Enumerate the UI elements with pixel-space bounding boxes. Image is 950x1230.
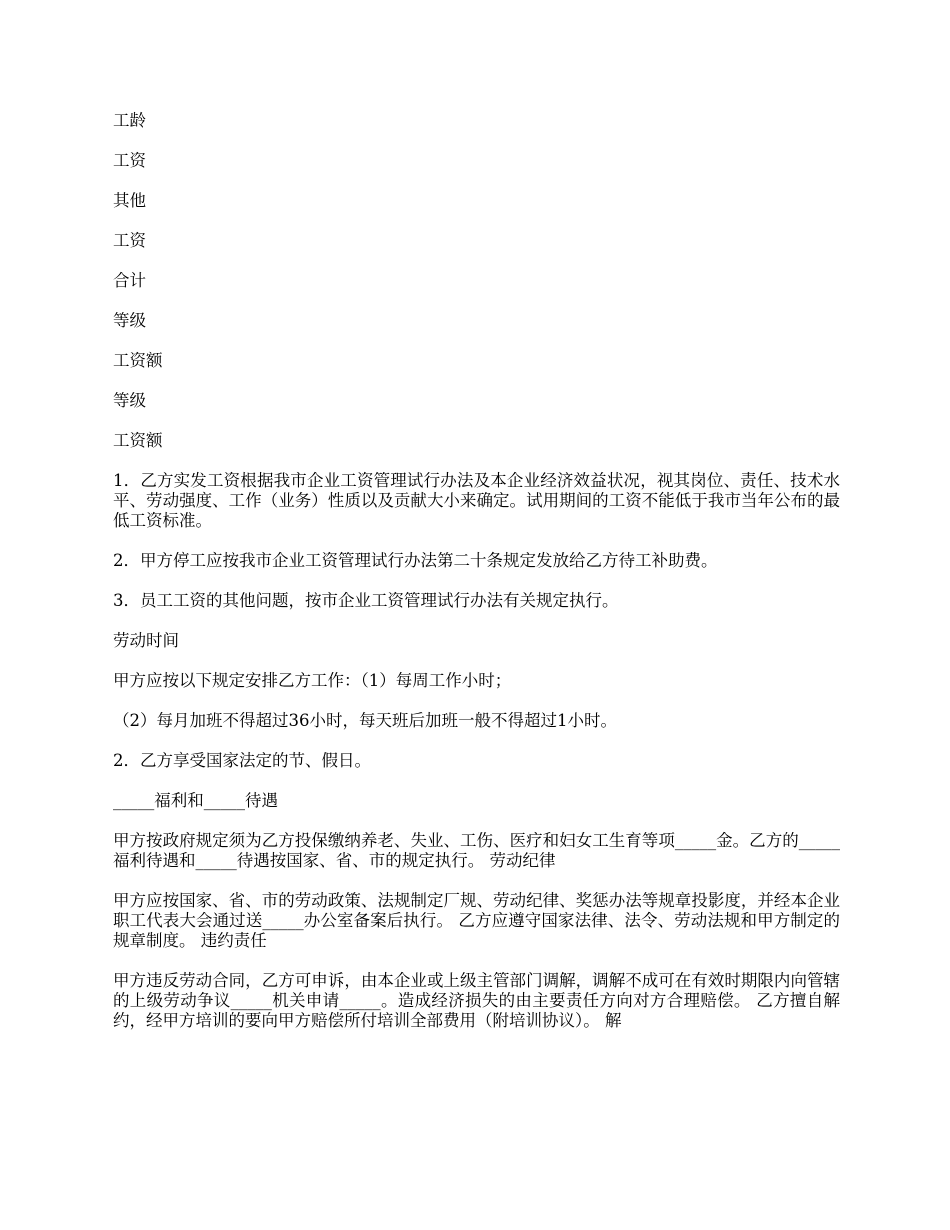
section-heading-working-time: 劳动时间: [113, 631, 179, 650]
paragraph-other: 其他: [113, 191, 146, 210]
paragraph-wage-2: 工资: [113, 231, 146, 250]
paragraph-wage-amount-2: 工资额: [113, 431, 163, 450]
paragraph-overtime: （2）每月加班不得超过36小时，每天班后加班一般不得超过1小时。: [113, 711, 617, 730]
paragraph-clause-shutdown: 2．甲方停工应按我市企业工资管理试行办法第二十条规定发放给乙方待工补助费。: [113, 551, 718, 570]
section-heading-welfare: _____福利和_____待遇: [113, 791, 278, 810]
paragraph-wage: 工资: [113, 151, 146, 170]
paragraph-holidays: 2．乙方享受国家法定的节、假日。: [113, 751, 371, 770]
paragraph-breach: 甲方违反劳动合同，乙方可申诉，由本企业或上级主管部门调解，调解不成可在有效时期限内向管辖的上级劳动争议_____机关申请_____。造成经济损失的由主要责任方向对方合理赔偿。 乙方擅自解约，经甲方培训的要向甲方赔偿所付培训全部费用（附培训协议）。 解: [113, 971, 840, 1030]
paragraph-total: 合计: [113, 271, 146, 290]
paragraph-discipline: 甲方应按国家、省、市的劳动政策、法规制定厂规、劳动纪律、奖惩办法等规章投影度，并经本企业职工代表大会通过送_____办公室备案后执行。 乙方应遵守国家法律、法令、劳动法规和甲方制定的规章制度。 违约责任: [113, 891, 840, 950]
paragraph-clause-wage-basis: 1．乙方实发工资根据我市企业工资管理试行办法及本企业经济效益状况，视其岗位、责任、技术水平、劳动强度、工作（业务）性质以及贡献大小来确定。试用期间的工资不能低于我市当年公布的最低工资标准。: [113, 471, 840, 530]
paragraph-seniority: 工龄: [113, 111, 146, 130]
paragraph-grade-2: 等级: [113, 391, 146, 410]
paragraph-grade: 等级: [113, 311, 146, 330]
paragraph-insurance: 甲方按政府规定须为乙方投保缴纳养老、失业、工伤、医疗和妇女工生育等项_____金。乙方的_____福利待遇和_____待遇按国家、省、市的规定执行。 劳动纪律: [113, 831, 840, 870]
paragraph-clause-other-issues: 3．员工工资的其他问题，按市企业工资管理试行办法有关规定执行。: [113, 591, 619, 610]
document-body: [113, 111, 840, 1051]
paragraph-work-schedule: 甲方应按以下规定安排乙方工作：（1）每周工作小时；: [113, 671, 512, 690]
paragraph-wage-amount: 工资额: [113, 351, 163, 370]
